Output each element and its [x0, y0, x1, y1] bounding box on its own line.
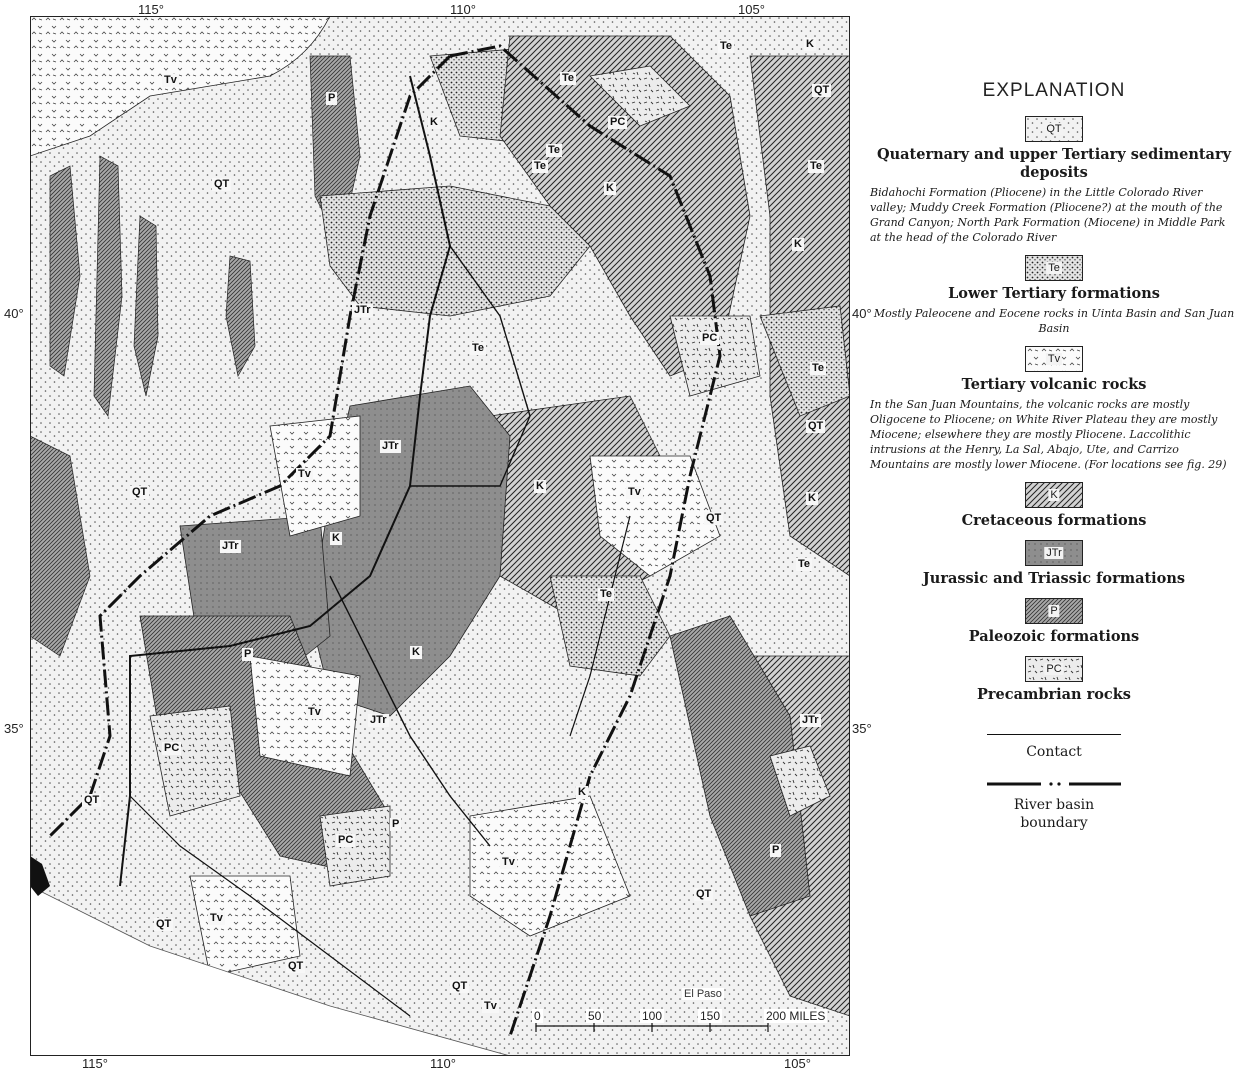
map-unit-label: K [806, 38, 814, 50]
map-unit-label: Tv [484, 1000, 497, 1012]
swatch-k [1025, 482, 1083, 508]
map-unit-label: K [332, 532, 340, 544]
map-unit-label: Te [812, 362, 825, 374]
legend-label: Paleozoic formations [968, 628, 1140, 645]
map-unit-label: K [578, 786, 586, 798]
map-unit-label: QT [214, 178, 230, 190]
map-unit-label: Te [472, 342, 485, 354]
swatch-code: K [1050, 489, 1058, 501]
swatch-code: Tv [1047, 353, 1061, 365]
swatch-te [1025, 255, 1083, 281]
latitude-left-35: 35° [4, 721, 24, 736]
scale-tick-200-miles: 200 MILES [766, 1009, 826, 1023]
longitude-bottom-115: 115° [82, 1056, 108, 1071]
map-unit-label: JTr [370, 714, 387, 726]
map-unit-label: QT [156, 918, 172, 930]
map-unit-label: K [606, 182, 614, 194]
swatch-jtr [1025, 540, 1083, 566]
legend-label: Quaternary and upper Tertiary sedimentary deposits [876, 146, 1232, 181]
legend-label: Tertiary volcanic rocks [961, 376, 1147, 393]
map-unit-label: K [430, 116, 438, 128]
legend-contact [868, 734, 1240, 761]
scale-tick-100: 100 [642, 1009, 663, 1023]
latitude-right-35: 35° [852, 721, 872, 736]
map-unit-label: PC [610, 116, 626, 128]
legend [868, 80, 1240, 832]
map-canvas [30, 16, 850, 1056]
legend-label: Jurassic and Triassic formations [922, 570, 1186, 587]
scale-tick-150: 150 [700, 1009, 721, 1023]
legend-title: EXPLANATION [982, 80, 1126, 101]
map-unit-label: Te [600, 588, 613, 600]
map-unit-label: P [244, 648, 252, 660]
map-unit-label: Tv [298, 468, 311, 480]
map-unit-label: Te [798, 558, 811, 570]
legend-item-tv [868, 346, 1240, 472]
map-unit-label: K [794, 238, 802, 250]
legend-item-qt [868, 116, 1240, 245]
longitude-top-115: 115° [138, 2, 164, 17]
map-unit-label: Tv [502, 856, 515, 868]
map-unit-label: Te [534, 160, 547, 172]
legend-description: In the San Juan Mountains, the volcanic rocks are mostly Oligocene to Pliocene; on White River Plateau they are mostly Miocene; elsewhere they are mostly Pliocene. Laccolithic intrusions at the Henry, La Sal, Abajo, Ute, and Carrizo Mountains are mostly lower Miocene. (For locations see fig. 29) [870, 398, 1227, 471]
map-unit-label: Tv [308, 706, 321, 718]
swatch-code: Te [1048, 262, 1060, 274]
legend-label: Cretaceous formations [961, 512, 1147, 529]
map-unit-label: QT [84, 794, 100, 806]
legend-line-label: River basin boundary [1013, 797, 1095, 831]
map-unit-label: QT [132, 486, 148, 498]
map-unit-label: PC [702, 332, 718, 344]
longitude-bottom-105: 105° [784, 1056, 811, 1071]
map-unit-label: QT [288, 960, 304, 972]
legend-item-jtr [868, 540, 1240, 588]
swatch-code: JTr [1046, 547, 1062, 559]
map-unit-label: Te [720, 40, 733, 52]
place-el-paso: El Paso [684, 988, 722, 1000]
longitude-bottom-110: 110° [430, 1056, 456, 1071]
map-unit-label: QT [814, 84, 830, 96]
swatch-p [1025, 598, 1083, 624]
map-unit-label: P [392, 818, 400, 830]
map-unit-label: JTr [354, 304, 371, 316]
legend-item-k [868, 482, 1240, 530]
longitude-top-105: 105° [738, 2, 765, 17]
legend-item-te [868, 255, 1240, 336]
swatch-tv [1025, 346, 1083, 372]
map-unit-label: QT [706, 512, 722, 524]
scale-tick-50: 50 [588, 1009, 602, 1023]
map-unit-label: Te [810, 160, 823, 172]
map-unit-label: QT [808, 420, 824, 432]
contact-line-sample [987, 734, 1121, 735]
map-unit-label: K [412, 646, 420, 658]
legend-basin-boundary [868, 773, 1240, 832]
swatch-code: QT [1046, 123, 1062, 135]
map-unit-label: PC [164, 742, 180, 754]
map-unit-label: JTr [382, 440, 399, 452]
swatch-pc [1025, 656, 1083, 682]
latitude-right-40: 40° [852, 306, 872, 321]
legend-line-label: Contact [1026, 744, 1082, 760]
map-unit-label: K [808, 492, 816, 504]
legend-item-p [868, 598, 1240, 646]
scale-tick-0: 0 [534, 1009, 541, 1023]
legend-description: Bidahochi Formation (Pliocene) in the Little Colorado River valley; Muddy Creek Formation (Pliocene?) at the mouth of the Grand Canyon; North Park Formation (Miocene) in Middle Park at the head of the Colorado River [870, 186, 1226, 244]
map-unit-label: Tv [164, 74, 177, 86]
map-unit-label: QT [452, 980, 468, 992]
map-unit-label: Tv [628, 486, 641, 498]
map-unit-label: JTr [222, 540, 239, 552]
map-unit-label: Te [562, 72, 575, 84]
longitude-top-110: 110° [450, 2, 476, 17]
map-unit-label: Tv [210, 912, 223, 924]
map-unit-label: K [536, 480, 544, 492]
swatch-qt [1025, 116, 1083, 142]
basin-boundary-line-sample [987, 780, 1121, 788]
map-unit-label: QT [696, 888, 712, 900]
legend-label: Lower Tertiary formations [948, 285, 1160, 302]
latitude-left-40: 40° [4, 306, 24, 321]
map-unit-label: P [328, 92, 336, 104]
swatch-code: PC [1046, 663, 1062, 675]
legend-label: Precambrian rocks [977, 686, 1131, 703]
legend-item-pc [868, 656, 1240, 704]
geologic-map[interactable] [4, 2, 872, 1071]
legend-description: Mostly Paleocene and Eocene rocks in Uinta Basin and San Juan Basin [873, 307, 1235, 335]
map-unit-label: Te [548, 144, 561, 156]
swatch-code: P [1050, 605, 1058, 617]
map-unit-label: PC [338, 834, 354, 846]
map-unit-label: JTr [802, 714, 819, 726]
map-unit-label: P [772, 844, 780, 856]
